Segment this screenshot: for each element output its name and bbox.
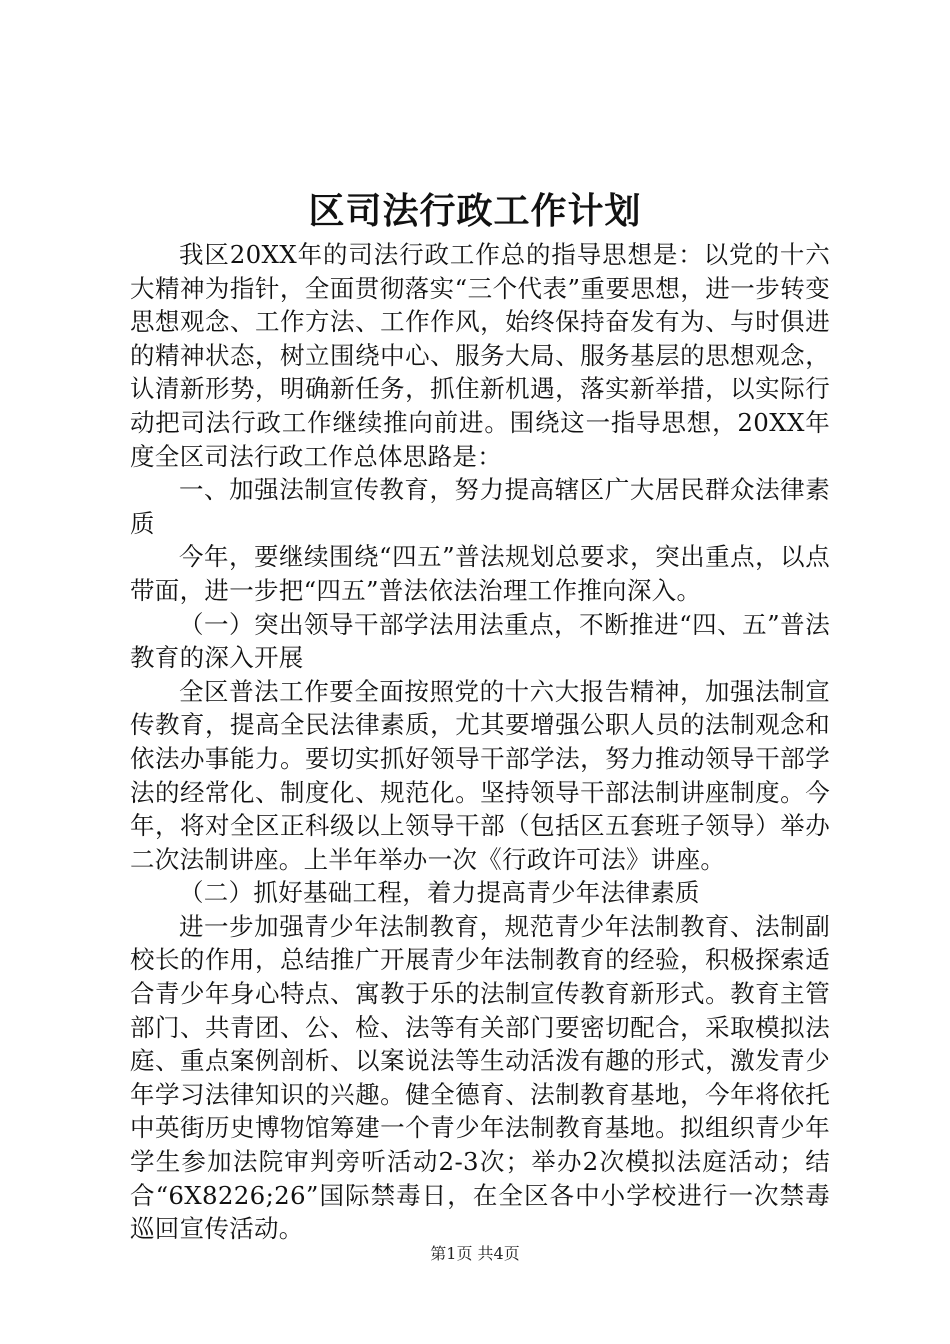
document-body [130,238,830,1246]
page-number-footer: 第1页 共4页 [430,1244,520,1263]
paragraph-section-1-intro: 今年，要继续围绕“四五”普法规划总要求，突出重点，以点带面，进一步把“四五”普法依法治理工作推向深入。 [130,542,830,605]
heading-subsection-1: （一）突出领导干部学法用法重点，不断推进“四、五”普法教育的深入开展 [130,609,830,673]
paragraph-subsection-1: 全区普法工作要全面按照党的十六大报告精神，加强法制宣传教育，提高全民法律素质，尤其要增强公职人员的法制观念和依法办事能力。要切实抓好领导干部学法，努力推动领导干部学法的经常化、制度化、规范化。坚持领导干部法制讲座制度。今年，将对全区正科级以上领导干部（包括区五套班子领导）举办二次法制讲座。上半年举办一次《行政许可法》讲座。 [130,676,830,874]
document-title: 区司法行政工作计划 [308,190,642,232]
paragraph-subsection-2: 进一步加强青少年法制教育，规范青少年法制教育、法制副校长的作用，总结推广开展青少年法制教育的经验，积极探索适合青少年身心特点、寓教于乐的法制宣传教育新形式。教育主管部门、共青团、公、检、法等有关部门要密切配合，采取模拟法庭、重点案例剖析、以案说法等生动活泼有趣的形式，激发青少年学习法律知识的兴趣。健全德育、法制教育基地，今年将依托中英街历史博物馆筹建一个青少年法制教育基地。拟组织青少年学生参加法院审判旁听活动2-3次；举办2次模拟法庭活动；结合“6X8226;26”国际禁毒日，在全区各中小学校进行一次禁毒巡回宣传活动。 [130,911,830,1244]
heading-subsection-2: （二）抓好基础工程，着力提高青少年法律素质 [179,878,700,908]
heading-section-1: 一、加强法制宣传教育，努力提高辖区广大居民群众法律素质 [130,475,830,538]
paragraph-guiding-thought: 我区20XX年的司法行政工作总的指导思想是：以党的十六大精神为指针，全面贯彻落实“三个代表”重要思想，进一步转变思想观念、工作方法、工作作风，始终保持奋发有为、与时俱进的精神状态，树立围绕中心、服务大局、服务基层的思想观念，认清新形势，明确新任务，抓住新机遇，落实新举措，以实际行动把司法行政工作继续推向前进。围绕这一指导思想，20XX年度全区司法行政工作总体思路是： [130,240,831,471]
